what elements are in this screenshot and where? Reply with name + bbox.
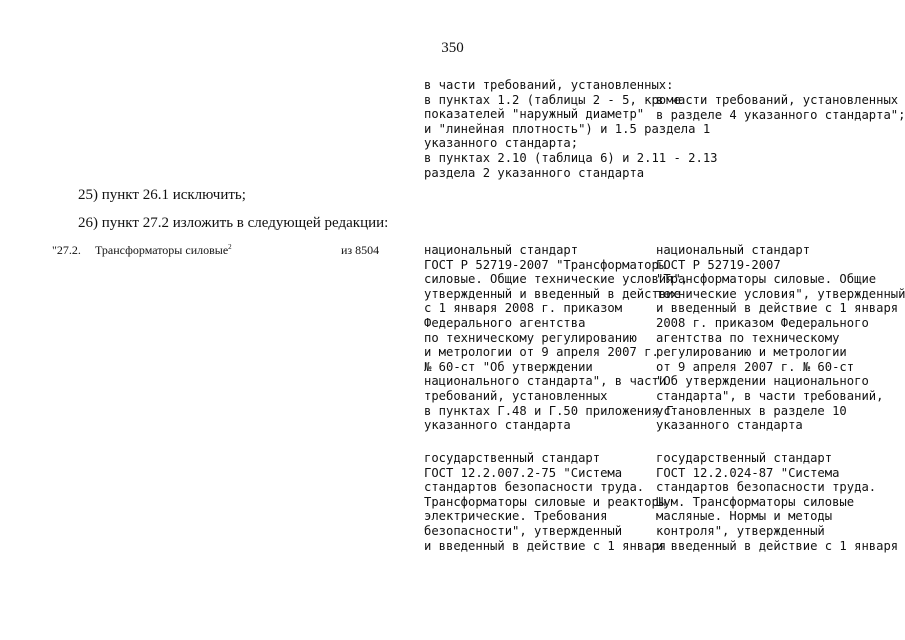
row-number: "27.2. — [52, 243, 81, 257]
item-26: 26) пункт 27.2 изложить в следующей редакции: — [78, 215, 389, 231]
top-requirements-right: в части требований, установленных в разделе 4 указанного стандарта"; — [656, 93, 905, 122]
standard-1-right: национальный стандарт ГОСТ Р 52719-2007 "Трансформаторы силовые. Общие технические условия", утвержденный и введенный в действие с 1 января 2008 г. приказом Федерального агентства по техническому регулированию и метрологии от 9 апреля 2007 г. № 60-ст "Об утверждении национального стандарта", в части требований, установленных в разделе 10 указанного стандарта — [656, 243, 905, 433]
product-name-text: Трансформаторы силовые — [95, 243, 229, 257]
page-number: 350 — [441, 40, 464, 56]
standard-1-left: национальный стандарт ГОСТ Р 52719-2007 "Трансформаторы силовые. Общие технические условия", утвержденный и введенный в действие с 1 января 2008 г. приказом Федерального агентства по техническому регулированию и метрологии от 9 апреля 2007 г. № 60-ст "Об утверждении национального стандарта", в части требований, установленных в пунктах Г.48 и Г.50 приложения Г указанного стандарта — [424, 243, 689, 433]
top-requirements-left: в части требований, установленных: в пунктах 1.2 (таблицы 2 - 5, кроме показателей "наружный диаметр" и "линейная плотность") и 1.5 раздела 1 указанного стандарта; в пунктах 2.10 (таблица 6) и 2.11 - 2.13 раздела 2 указанного стандарта — [424, 78, 718, 180]
footnote-mark: 2 — [228, 243, 232, 251]
standard-2-right: государственный стандарт ГОСТ 12.2.024-87 "Система стандартов безопасности труда. Шум. Трансформаторы силовые масляные. Нормы и методы контроля", утвержденный и введенный в действие с 1 января — [656, 451, 899, 553]
standard-2-left: государственный стандарт ГОСТ 12.2.007.2-75 "Система стандартов безопасности труда. Трансформаторы силовые и реакторы электрические. Требования безопасности", утвержденный и введенный в действие с 1 января — [424, 451, 667, 553]
item-25: 25) пункт 26.1 исключить; — [78, 187, 246, 203]
row-product-name — [95, 243, 232, 258]
row-code: из 8504 — [341, 243, 380, 257]
